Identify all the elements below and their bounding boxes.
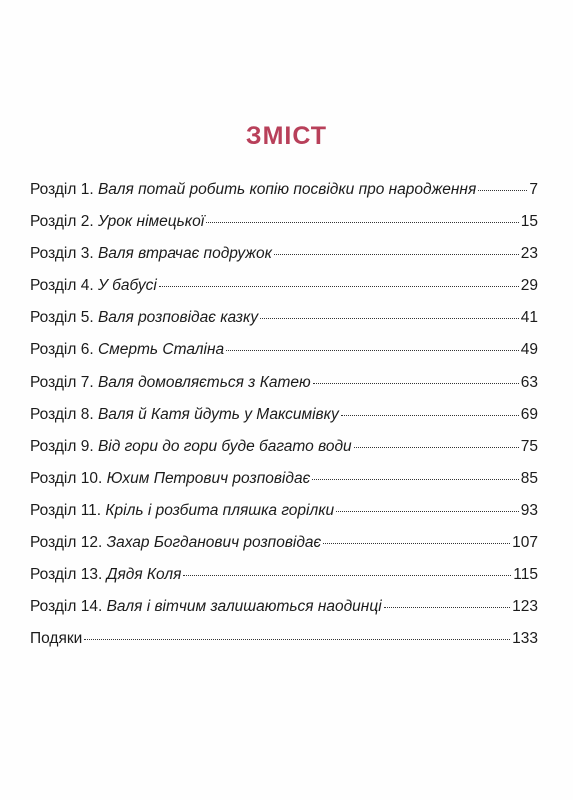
toc-page-number: 85 [520, 469, 538, 487]
toc-chapter-number: Розділ 9. [30, 437, 94, 455]
toc-chapter-title: Валя потай робить копію посвідки про народження [97, 181, 477, 198]
dot-leader [323, 543, 510, 544]
toc-chapter-number: Розділ 2. [30, 213, 94, 231]
toc-entry [30, 213, 538, 245]
toc-chapter-number: Розділ 8. [30, 405, 94, 423]
toc-chapter-title: Кріль і розбита пляшка горілки [105, 501, 335, 519]
toc-entry [30, 309, 538, 341]
toc-entry [30, 598, 538, 630]
toc-chapter-title: Валя й Катя йдуть у Максимівку [97, 405, 339, 423]
toc-entry [30, 406, 538, 438]
toc-entry-label [30, 277, 157, 295]
toc-entry [30, 534, 538, 566]
toc-entry [30, 245, 538, 277]
toc-page-number: 133 [512, 630, 538, 648]
toc-chapter-number: Розділ 13. [30, 566, 103, 584]
dot-leader [478, 190, 527, 191]
toc-page-number: 75 [520, 437, 538, 455]
toc-chapter-number: Розділ 11. [30, 501, 102, 519]
toc-chapter-number: Розділ 4. [30, 277, 94, 295]
toc-entry-label [30, 309, 258, 327]
toc-chapter-number: Розділ 12. [30, 534, 103, 552]
dot-leader [260, 318, 519, 319]
dot-leader [206, 222, 519, 223]
dot-leader [313, 383, 519, 384]
toc-entry-label [30, 341, 224, 359]
toc-chapter-number: Розділ 1. [30, 181, 94, 198]
toc-chapter-title: У бабусі [97, 277, 157, 295]
dot-leader [84, 639, 510, 640]
toc-chapter-number: Розділ 6. [30, 341, 94, 359]
toc-entry-label [30, 630, 82, 648]
toc-entry-label [30, 566, 181, 584]
toc-entry [30, 341, 538, 373]
toc-chapter-title: Урок німецької [97, 213, 205, 231]
dot-leader [159, 286, 519, 287]
toc-chapter-title: Смерть Сталіна [97, 341, 225, 359]
toc-entry [30, 277, 538, 309]
toc-entry-label [30, 534, 321, 552]
toc-chapter-title: Від гори до гори буде багато води [97, 437, 352, 455]
toc-page-number: 15 [520, 213, 538, 231]
dot-leader [312, 479, 518, 480]
toc-page-number: 93 [520, 501, 538, 519]
dot-leader [384, 607, 510, 608]
toc-chapter-title: Дядя Коля [106, 566, 182, 584]
table-of-contents [30, 181, 538, 662]
dot-leader [336, 511, 519, 512]
toc-page-number: 107 [512, 534, 538, 552]
toc-chapter-number: Розділ 3. [30, 245, 94, 263]
toc-entry-label [30, 374, 311, 392]
dot-leader [341, 415, 519, 416]
toc-entry-label [30, 245, 272, 263]
page-title: ЗМІСТ [245, 122, 328, 150]
toc-chapter-title: Захар Богданович розповідає [106, 534, 322, 552]
dot-leader [354, 447, 519, 448]
toc-chapter-title: Юхим Петрович розповідає [106, 469, 311, 487]
toc-entry-label [30, 598, 382, 616]
toc-page-number: 41 [520, 309, 538, 327]
toc-page-number: 123 [512, 598, 538, 616]
toc-entry-label [30, 502, 334, 520]
toc-page-number: 7 [529, 181, 538, 198]
toc-chapter-title: Валя втрачає подружок [97, 245, 272, 263]
toc-entry [30, 566, 538, 598]
toc-entry [30, 438, 538, 470]
toc-chapter-number: Розділ 5. [30, 309, 94, 327]
toc-entry [30, 630, 538, 662]
toc-chapter-title: Валя домовляється з Катею [97, 373, 311, 391]
toc-page-number: 49 [520, 341, 538, 359]
toc-page-number: 23 [520, 245, 538, 263]
toc-entry-label [30, 181, 476, 199]
toc-chapter-number: Розділ 10. [30, 469, 103, 487]
dot-leader [226, 350, 519, 351]
toc-chapter-title: Валя розповідає казку [97, 309, 259, 327]
dot-leader [183, 575, 511, 576]
toc-chapter-number: Розділ 7. [30, 373, 94, 391]
toc-entry [30, 181, 538, 213]
toc-entry-label [30, 406, 339, 424]
toc-entry-label [30, 438, 352, 456]
toc-page-number: 69 [520, 405, 538, 423]
toc-entry [30, 374, 538, 406]
toc-page-number: 29 [520, 277, 538, 295]
toc-entry [30, 502, 538, 534]
toc-page-number: 115 [513, 566, 538, 584]
toc-chapter-title: Валя і вітчим залишаються наодинці [106, 598, 382, 616]
toc-chapter-number: Подяки [30, 630, 83, 648]
toc-entry-label [30, 470, 310, 488]
toc-entry-label [30, 213, 204, 231]
toc-entry [30, 470, 538, 502]
toc-chapter-number: Розділ 14. [30, 598, 103, 616]
dot-leader [274, 254, 519, 255]
toc-page-number: 63 [520, 373, 538, 391]
